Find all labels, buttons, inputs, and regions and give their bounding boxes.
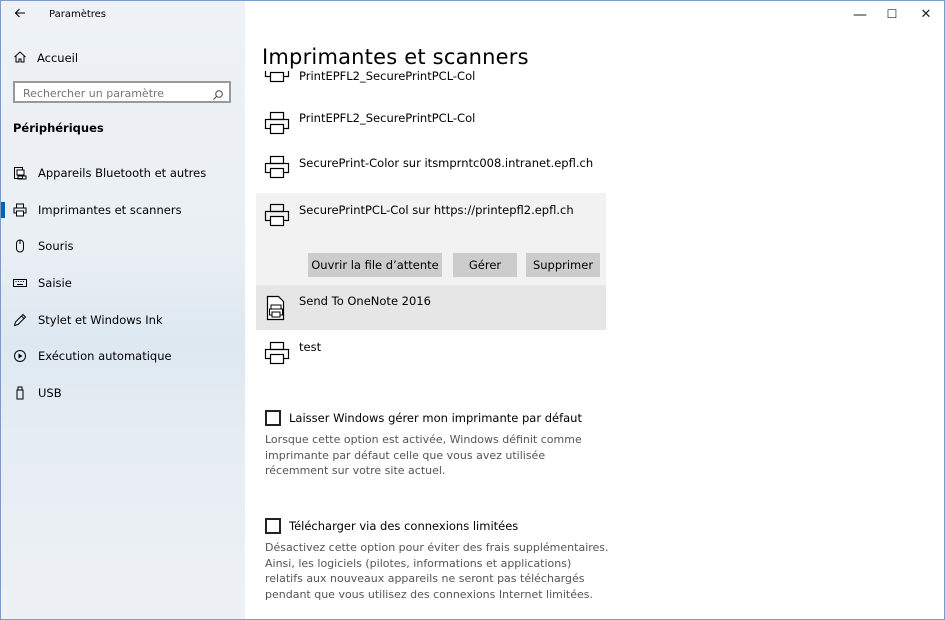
- device-item[interactable]: [256, 141, 606, 187]
- device-name: test: [299, 340, 322, 354]
- device-list: [256, 71, 608, 371]
- printer-icon: [264, 341, 290, 369]
- minimize-button[interactable]: —: [853, 7, 867, 23]
- sidebar-item-printers[interactable]: [1, 198, 245, 222]
- default-printer-checkbox[interactable]: [265, 410, 281, 426]
- option-description: Désactivez cette option pour éviter des frais supplémentaires. Ainsi, les logiciels (pilotes, informations et applications) relatifs aux nouveaux appareils ne seront pas téléchargés pendant que vous utilisez des connexions Internet limitées.: [265, 541, 609, 601]
- device-item[interactable]: [256, 331, 606, 371]
- pen-icon: [13, 313, 27, 327]
- search-box[interactable]: [13, 81, 231, 103]
- close-button[interactable]: ✕: [920, 7, 932, 22]
- app-title: Paramètres: [49, 9, 107, 20]
- bluetooth-devices-icon: [13, 166, 27, 180]
- keyboard-icon: [13, 276, 27, 290]
- device-item[interactable]: [256, 95, 606, 139]
- title-bar: [1, 1, 245, 31]
- main-content: [246, 1, 944, 619]
- open-queue-button[interactable]: Ouvrir la file d’attente: [308, 253, 442, 277]
- sidebar-item-label: Imprimantes et scanners: [38, 203, 182, 217]
- manage-button[interactable]: Gérer: [453, 253, 517, 277]
- printer-icon: [13, 203, 27, 217]
- sidebar-item-autoplay[interactable]: [1, 344, 245, 368]
- mouse-icon: [13, 239, 27, 253]
- usb-icon: [13, 386, 27, 400]
- autoplay-icon: [13, 349, 27, 363]
- printer-icon: [264, 203, 290, 231]
- search-icon[interactable]: [212, 86, 224, 105]
- default-printer-option[interactable]: [265, 410, 582, 426]
- search-input[interactable]: [23, 85, 203, 101]
- sidebar-item-label: Saisie: [38, 276, 72, 290]
- option-label: Télécharger via des connexions limitées: [289, 519, 519, 533]
- back-button[interactable]: [9, 5, 31, 25]
- home-icon: [13, 50, 37, 67]
- sidebar-item-pen[interactable]: [1, 308, 245, 332]
- printer-icon: [264, 155, 290, 183]
- sidebar-item-label: Exécution automatique: [38, 349, 172, 363]
- option-description: Lorsque cette option est activée, Windows définit comme imprimante par défaut celle que vous avez utilisée récemment sur votre site actuel.: [265, 433, 582, 477]
- sidebar-item-label: USB: [38, 386, 62, 400]
- printer-icon: [264, 111, 290, 139]
- device-name: SecurePrint-Color sur itsmprntc008.intranet.epfl.ch: [299, 156, 594, 170]
- metered-download-checkbox[interactable]: [265, 518, 281, 534]
- section-title: Périphériques: [13, 121, 104, 135]
- onenote-printer-icon: [264, 295, 288, 325]
- sidebar-item-mouse[interactable]: [1, 234, 245, 258]
- option-label: Laisser Windows gérer mon imprimante par défaut: [289, 411, 582, 425]
- device-name: PrintEPFL2_SecurePrintPCL-Col: [299, 71, 476, 83]
- sidebar-item-usb[interactable]: [1, 381, 245, 405]
- sidebar-item-typing[interactable]: [1, 271, 245, 295]
- metered-download-option[interactable]: [265, 518, 518, 534]
- device-name: SecurePrintPCL-Col sur https://printepfl2.epfl.ch: [299, 203, 574, 217]
- device-name: PrintEPFL2_SecurePrintPCL-Col: [299, 111, 476, 125]
- sidebar-item-label: Appareils Bluetooth et autres: [38, 166, 207, 180]
- home-label: Accueil: [37, 51, 79, 65]
- printer-icon: [264, 71, 290, 87]
- page-title: Imprimantes et scanners: [262, 45, 529, 69]
- arrow-left-icon: [14, 7, 26, 23]
- sidebar: [1, 1, 245, 619]
- device-name: Send To OneNote 2016: [299, 294, 431, 308]
- sidebar-item-label: Stylet et Windows Ink: [38, 313, 163, 327]
- remove-button[interactable]: Supprimer: [526, 253, 600, 277]
- sidebar-item-label: Souris: [38, 239, 74, 253]
- home-link[interactable]: [13, 49, 78, 67]
- device-item[interactable]: [256, 285, 606, 330]
- device-item[interactable]: [256, 71, 606, 83]
- sidebar-item-bluetooth[interactable]: [1, 161, 245, 185]
- maximize-button[interactable]: ☐: [886, 7, 898, 21]
